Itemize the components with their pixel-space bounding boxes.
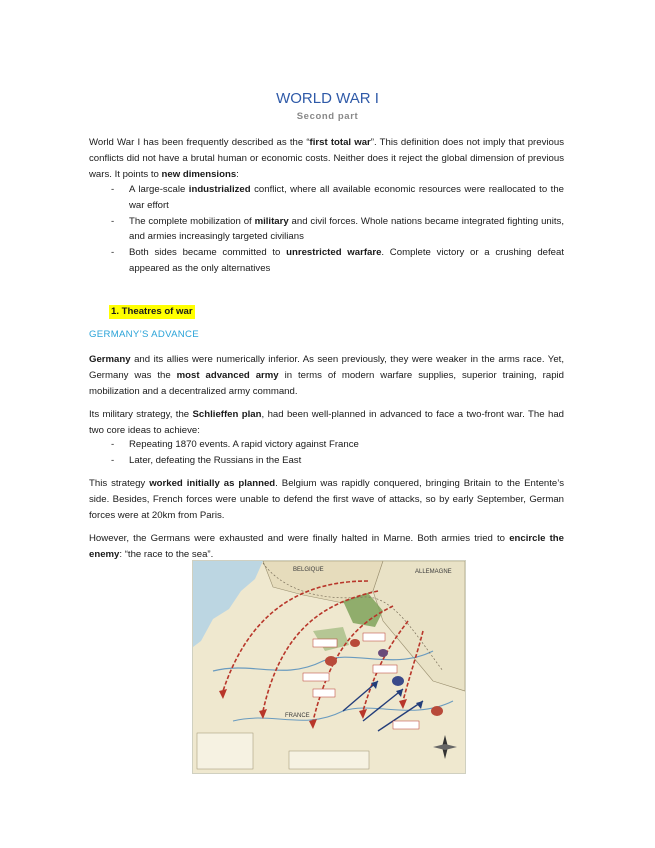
map-image [192, 560, 466, 774]
map-label-allemagne: ALLEMAGNE [415, 569, 452, 575]
page-title: WORLD WAR I [276, 90, 379, 107]
map-label-france: FRANCE [285, 713, 310, 719]
list-item: - Later, defeating the Russians in the East [111, 454, 302, 466]
paragraph-germany: Germany and its allies were numerically inferior. As seen previously, they were weaker in the arms race. Yet, Germany was the most advanced army in terms of modern warfare supplies, superior training, rapid mobilization and a decentralized army command. [89, 354, 564, 397]
paragraph-marne: However, the Germans were exhausted and were finally halted in Marne. Both armies tried to encircle the enemy: “the race to the sea”. [89, 533, 565, 560]
section-heading: 1. Theatres of war [111, 306, 193, 317]
map-label-belgique: BELGIQUE [293, 567, 324, 573]
map-legend-secondary [289, 751, 369, 769]
subsection-heading: GERMANY’S ADVANCE [89, 329, 199, 340]
paragraph-strategy: This strategy worked initially as planned. Belgium was rapidly conquered, bringing Britain to the Entente’s side. Besides, French forces were unable to defend the first wave of attacks, so by early September, German forces were at 20km from Paris. [89, 478, 564, 521]
dimensions-list [89, 182, 564, 277]
page-subtitle: Second part [296, 111, 359, 122]
list-item: - Both sides became committed to unrestricted warfare. Complete victory or a crushing defeat appeared as the only alternatives [111, 247, 564, 274]
list-item: - The complete mobilization of military and civil forces. Whole nations became integrated fighting units, and armies increasingly targeted civilians [111, 215, 565, 243]
intro-paragraph: World War I has been frequently described as the “first total war”. This definition does not imply that previous conflicts did not have a brutal human or economic costs. Neither does it reject the global dimension of previous wars. It points to new dimensions: [89, 137, 564, 180]
paragraph-schlieffen: Its military strategy, the Schlieffen plan, had been well-planned in advanced to face a two-front war. The had two core ideas to achieve: [89, 409, 564, 436]
western-front-map [193, 561, 465, 773]
list-item: - Repeating 1870 events. A rapid victory against France [111, 439, 359, 450]
map-legend [197, 733, 253, 769]
ideas-list [89, 437, 564, 469]
list-item: - A large-scale industrialized conflict, where all available economic resources were reallocated to the war effort [111, 184, 564, 211]
